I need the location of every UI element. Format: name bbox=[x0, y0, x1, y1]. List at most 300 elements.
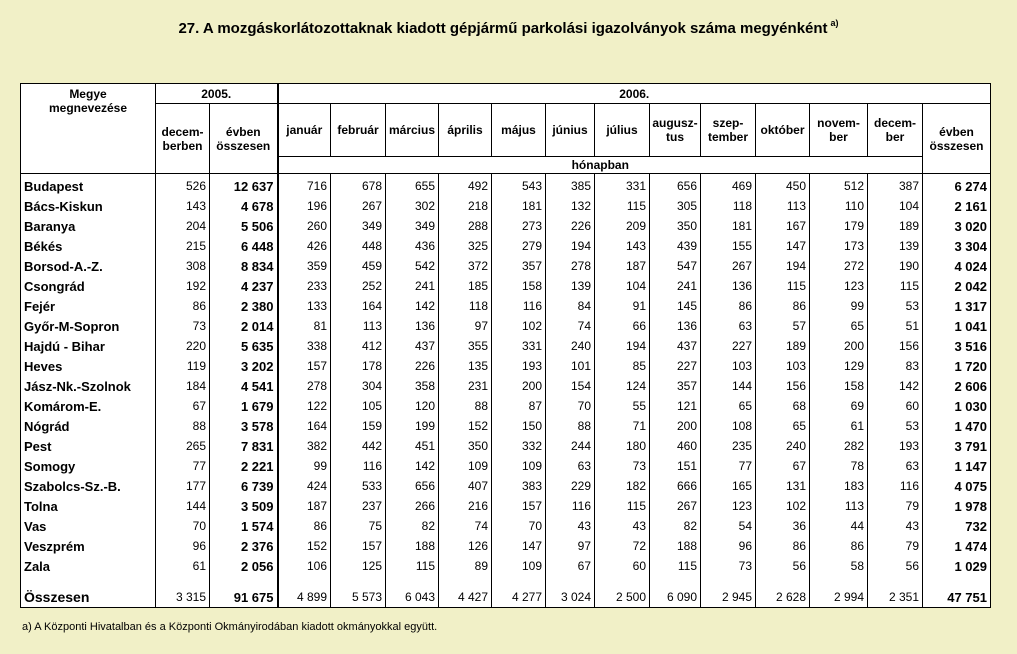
month-value: 96 bbox=[701, 536, 756, 556]
total-2005-value: 8 834 bbox=[210, 256, 278, 276]
month-value: 4 277 bbox=[492, 587, 546, 608]
month-value: 102 bbox=[756, 496, 810, 516]
month-value: 185 bbox=[439, 276, 492, 296]
month-value: 131 bbox=[756, 476, 810, 496]
table-row bbox=[21, 416, 991, 436]
month-value: 109 bbox=[439, 456, 492, 476]
month-value: 338 bbox=[278, 336, 331, 356]
dec-2005-value: 184 bbox=[156, 376, 210, 396]
county-name: Győr-M-Sopron bbox=[21, 316, 156, 336]
month-value: 305 bbox=[650, 196, 701, 216]
month-value: 678 bbox=[331, 174, 386, 197]
month-value: 135 bbox=[439, 356, 492, 376]
month-value: 43 bbox=[868, 516, 923, 536]
total-2006-value: 3 516 bbox=[923, 336, 991, 356]
county-name: Szabolcs-Sz.-B. bbox=[21, 476, 156, 496]
month-value: 65 bbox=[810, 316, 868, 336]
total-2006-value: 6 274 bbox=[923, 174, 991, 197]
month-value: 113 bbox=[331, 316, 386, 336]
county-name: Nógrád bbox=[21, 416, 156, 436]
spacer-cell bbox=[756, 576, 810, 587]
dec-2005-value: 143 bbox=[156, 196, 210, 216]
month-value: 132 bbox=[546, 196, 595, 216]
spacer-cell bbox=[923, 576, 991, 587]
month-value: 99 bbox=[278, 456, 331, 476]
month-value: 133 bbox=[278, 296, 331, 316]
dec-2005-value: 215 bbox=[156, 236, 210, 256]
dec-2005-value: 204 bbox=[156, 216, 210, 236]
table-row bbox=[21, 436, 991, 456]
month-value: 82 bbox=[650, 516, 701, 536]
month-value: 189 bbox=[868, 216, 923, 236]
total-2005-header-line1: évben bbox=[225, 124, 261, 139]
month-value: 655 bbox=[386, 174, 439, 197]
page-title bbox=[0, 18, 1017, 37]
month-value: 99 bbox=[810, 296, 868, 316]
month-value: 412 bbox=[331, 336, 386, 356]
month-value: 165 bbox=[701, 476, 756, 496]
county-header-line1: Megye bbox=[69, 87, 107, 101]
table-row bbox=[21, 536, 991, 556]
month-header-jul: július bbox=[595, 104, 650, 157]
month-value: 136 bbox=[386, 316, 439, 336]
table-row bbox=[21, 336, 991, 356]
dec-2005-value: 265 bbox=[156, 436, 210, 456]
table-row bbox=[21, 236, 991, 256]
month-value: 103 bbox=[701, 356, 756, 376]
total-2006-value: 1 720 bbox=[923, 356, 991, 376]
dec-2005-value: 70 bbox=[156, 516, 210, 536]
dec-2005-value: 73 bbox=[156, 316, 210, 336]
month-value: 142 bbox=[386, 296, 439, 316]
month-header-oct: október bbox=[756, 104, 810, 157]
month-value: 437 bbox=[386, 336, 439, 356]
month-value: 216 bbox=[439, 496, 492, 516]
month-value: 179 bbox=[810, 216, 868, 236]
table-row bbox=[21, 196, 991, 216]
month-value: 56 bbox=[868, 556, 923, 576]
month-value: 181 bbox=[492, 196, 546, 216]
month-value: 2 945 bbox=[701, 587, 756, 608]
month-value: 79 bbox=[868, 536, 923, 556]
month-value: 2 500 bbox=[595, 587, 650, 608]
month-value: 82 bbox=[386, 516, 439, 536]
county-name: Zala bbox=[21, 556, 156, 576]
total-2006-value: 2 161 bbox=[923, 196, 991, 216]
total-2005-value: 6 448 bbox=[210, 236, 278, 256]
month-value: 288 bbox=[439, 216, 492, 236]
total-2005-value: 4 541 bbox=[210, 376, 278, 396]
month-value: 159 bbox=[331, 416, 386, 436]
county-name: Budapest bbox=[21, 174, 156, 197]
month-value: 237 bbox=[331, 496, 386, 516]
month-value: 240 bbox=[756, 436, 810, 456]
dec-2005-value: 67 bbox=[156, 396, 210, 416]
dec-2005-value: 86 bbox=[156, 296, 210, 316]
monthly-header: hónapban bbox=[278, 157, 923, 174]
month-value: 115 bbox=[868, 276, 923, 296]
month-value: 200 bbox=[810, 336, 868, 356]
month-value: 51 bbox=[868, 316, 923, 336]
month-value: 273 bbox=[492, 216, 546, 236]
spacer-cell bbox=[331, 576, 386, 587]
total-2005-header-line2: összesen bbox=[216, 138, 271, 153]
month-value: 105 bbox=[331, 396, 386, 416]
dec-2005-value: 77 bbox=[156, 456, 210, 476]
month-value: 156 bbox=[868, 336, 923, 356]
month-value: 533 bbox=[331, 476, 386, 496]
month-value: 71 bbox=[595, 416, 650, 436]
month-value: 304 bbox=[331, 376, 386, 396]
month-value: 74 bbox=[439, 516, 492, 536]
month-value: 187 bbox=[278, 496, 331, 516]
month-header-sep: szep- tember bbox=[701, 104, 756, 157]
month-value: 115 bbox=[595, 496, 650, 516]
month-header-mar: március bbox=[386, 104, 439, 157]
month-value: 244 bbox=[546, 436, 595, 456]
month-value: 73 bbox=[701, 556, 756, 576]
month-value: 139 bbox=[868, 236, 923, 256]
spacer-cell bbox=[868, 576, 923, 587]
total-2006-value: 1 029 bbox=[923, 556, 991, 576]
table-row bbox=[21, 276, 991, 296]
month-value: 2 628 bbox=[756, 587, 810, 608]
month-value: 156 bbox=[756, 376, 810, 396]
month-value: 116 bbox=[492, 296, 546, 316]
month-value: 53 bbox=[868, 416, 923, 436]
month-value: 469 bbox=[701, 174, 756, 197]
month-value: 97 bbox=[546, 536, 595, 556]
month-value: 226 bbox=[386, 356, 439, 376]
total-2005-value: 2 014 bbox=[210, 316, 278, 336]
county-header-line2: megnevezése bbox=[48, 101, 128, 115]
total-2006-value: 47 751 bbox=[923, 587, 991, 608]
month-value: 450 bbox=[756, 174, 810, 197]
dec-2005-value: 177 bbox=[156, 476, 210, 496]
month-value: 407 bbox=[439, 476, 492, 496]
month-value: 226 bbox=[546, 216, 595, 236]
month-value: 2 351 bbox=[868, 587, 923, 608]
month-value: 118 bbox=[701, 196, 756, 216]
total-2006-value: 1 030 bbox=[923, 396, 991, 416]
county-name: Heves bbox=[21, 356, 156, 376]
month-value: 282 bbox=[810, 436, 868, 456]
total-2006-value: 732 bbox=[923, 516, 991, 536]
month-value: 70 bbox=[492, 516, 546, 536]
month-value: 152 bbox=[439, 416, 492, 436]
spacer-cell bbox=[546, 576, 595, 587]
table-row bbox=[21, 496, 991, 516]
month-value: 84 bbox=[546, 296, 595, 316]
month-value: 63 bbox=[868, 456, 923, 476]
month-value: 190 bbox=[868, 256, 923, 276]
month-value: 152 bbox=[278, 536, 331, 556]
month-value: 70 bbox=[546, 396, 595, 416]
total-row bbox=[21, 587, 991, 608]
month-value: 200 bbox=[650, 416, 701, 436]
month-value: 67 bbox=[546, 556, 595, 576]
month-header-aug: augusz- tus bbox=[650, 104, 701, 157]
month-value: 187 bbox=[595, 256, 650, 276]
total-2005-value: 5 635 bbox=[210, 336, 278, 356]
total-2006-value: 1 041 bbox=[923, 316, 991, 336]
table-row bbox=[21, 316, 991, 336]
month-value: 200 bbox=[492, 376, 546, 396]
county-name: Békés bbox=[21, 236, 156, 256]
total-2006-value: 4 075 bbox=[923, 476, 991, 496]
month-value: 181 bbox=[701, 216, 756, 236]
county-name: Veszprém bbox=[21, 536, 156, 556]
county-header bbox=[21, 84, 156, 174]
spacer-cell bbox=[439, 576, 492, 587]
spacer-cell bbox=[210, 576, 278, 587]
month-value: 278 bbox=[278, 376, 331, 396]
month-value: 144 bbox=[701, 376, 756, 396]
total-2006-value: 2 042 bbox=[923, 276, 991, 296]
month-value: 542 bbox=[386, 256, 439, 276]
month-value: 91 bbox=[595, 296, 650, 316]
month-value: 331 bbox=[492, 336, 546, 356]
month-value: 178 bbox=[331, 356, 386, 376]
total-2005-value: 3 578 bbox=[210, 416, 278, 436]
total-2005-value: 2 056 bbox=[210, 556, 278, 576]
month-value: 85 bbox=[595, 356, 650, 376]
month-value: 267 bbox=[331, 196, 386, 216]
month-value: 231 bbox=[439, 376, 492, 396]
total-2005-value: 3 202 bbox=[210, 356, 278, 376]
month-value: 56 bbox=[756, 556, 810, 576]
dec-2005-value: 144 bbox=[156, 496, 210, 516]
county-name: Baranya bbox=[21, 216, 156, 236]
month-value: 142 bbox=[868, 376, 923, 396]
total-2006-value: 1 474 bbox=[923, 536, 991, 556]
spacer-cell bbox=[156, 576, 210, 587]
county-name: Csongrád bbox=[21, 276, 156, 296]
month-value: 188 bbox=[386, 536, 439, 556]
month-value: 154 bbox=[546, 376, 595, 396]
table-row bbox=[21, 396, 991, 416]
total-2005-value: 2 376 bbox=[210, 536, 278, 556]
month-value: 332 bbox=[492, 436, 546, 456]
month-value: 716 bbox=[278, 174, 331, 197]
county-name: Összesen bbox=[21, 587, 156, 608]
spacer-cell bbox=[278, 576, 331, 587]
month-value: 4 899 bbox=[278, 587, 331, 608]
data-table bbox=[20, 83, 991, 608]
month-value: 116 bbox=[546, 496, 595, 516]
month-value: 272 bbox=[810, 256, 868, 276]
spacer-cell bbox=[21, 576, 156, 587]
month-header-dec: decem- ber bbox=[868, 104, 923, 157]
total-2005-value: 4 237 bbox=[210, 276, 278, 296]
month-value: 121 bbox=[650, 396, 701, 416]
total-2005-value: 2 221 bbox=[210, 456, 278, 476]
month-value: 229 bbox=[546, 476, 595, 496]
month-value: 142 bbox=[386, 456, 439, 476]
table-body bbox=[21, 174, 991, 608]
month-value: 355 bbox=[439, 336, 492, 356]
month-value: 125 bbox=[331, 556, 386, 576]
month-value: 459 bbox=[331, 256, 386, 276]
month-value: 241 bbox=[650, 276, 701, 296]
county-name: Tolna bbox=[21, 496, 156, 516]
month-value: 451 bbox=[386, 436, 439, 456]
county-name: Jász-Nk.-Szolnok bbox=[21, 376, 156, 396]
month-value: 103 bbox=[756, 356, 810, 376]
spacer-row bbox=[21, 576, 991, 587]
month-value: 77 bbox=[701, 456, 756, 476]
month-value: 87 bbox=[492, 396, 546, 416]
month-value: 118 bbox=[439, 296, 492, 316]
dec-2005-value: 3 315 bbox=[156, 587, 210, 608]
month-value: 382 bbox=[278, 436, 331, 456]
month-value: 656 bbox=[386, 476, 439, 496]
month-value: 151 bbox=[650, 456, 701, 476]
month-value: 63 bbox=[701, 316, 756, 336]
county-name: Komárom-E. bbox=[21, 396, 156, 416]
month-value: 65 bbox=[756, 416, 810, 436]
table-header bbox=[21, 84, 991, 174]
month-value: 437 bbox=[650, 336, 701, 356]
month-value: 109 bbox=[492, 456, 546, 476]
month-value: 122 bbox=[278, 396, 331, 416]
title-text: 27. A mozgáskorlátozottaknak kiadott gépjármű parkolási igazolványok száma megyénként bbox=[178, 20, 828, 37]
month-value: 164 bbox=[331, 296, 386, 316]
month-value: 350 bbox=[650, 216, 701, 236]
month-value: 182 bbox=[595, 476, 650, 496]
month-value: 193 bbox=[868, 436, 923, 456]
month-value: 115 bbox=[756, 276, 810, 296]
month-value: 218 bbox=[439, 196, 492, 216]
total-2006-value: 3 791 bbox=[923, 436, 991, 456]
month-value: 75 bbox=[331, 516, 386, 536]
month-value: 385 bbox=[546, 174, 595, 197]
month-value: 278 bbox=[546, 256, 595, 276]
dec-2005-header-line2: berben bbox=[162, 138, 203, 153]
month-value: 3 024 bbox=[546, 587, 595, 608]
total-2005-value: 5 506 bbox=[210, 216, 278, 236]
month-header-jun: június bbox=[546, 104, 595, 157]
month-value: 194 bbox=[595, 336, 650, 356]
total-2006-value: 2 606 bbox=[923, 376, 991, 396]
month-value: 57 bbox=[756, 316, 810, 336]
month-value: 372 bbox=[439, 256, 492, 276]
month-value: 157 bbox=[331, 536, 386, 556]
total-2005-header bbox=[210, 104, 278, 174]
month-value: 67 bbox=[756, 456, 810, 476]
month-value: 359 bbox=[278, 256, 331, 276]
dec-2005-value: 526 bbox=[156, 174, 210, 197]
month-value: 101 bbox=[546, 356, 595, 376]
month-value: 83 bbox=[868, 356, 923, 376]
table-row bbox=[21, 296, 991, 316]
spacer-cell bbox=[701, 576, 756, 587]
county-name: Somogy bbox=[21, 456, 156, 476]
month-value: 109 bbox=[492, 556, 546, 576]
month-value: 302 bbox=[386, 196, 439, 216]
month-value: 68 bbox=[756, 396, 810, 416]
month-value: 2 994 bbox=[810, 587, 868, 608]
month-value: 115 bbox=[595, 196, 650, 216]
month-value: 543 bbox=[492, 174, 546, 197]
month-value: 113 bbox=[810, 496, 868, 516]
month-value: 126 bbox=[439, 536, 492, 556]
table-row bbox=[21, 376, 991, 396]
month-value: 656 bbox=[650, 174, 701, 197]
month-value: 227 bbox=[650, 356, 701, 376]
month-header-apr: április bbox=[439, 104, 492, 157]
dec-2005-value: 88 bbox=[156, 416, 210, 436]
month-value: 58 bbox=[810, 556, 868, 576]
month-value: 183 bbox=[810, 476, 868, 496]
month-value: 426 bbox=[278, 236, 331, 256]
total-2005-value: 3 509 bbox=[210, 496, 278, 516]
table-row bbox=[21, 516, 991, 536]
total-2006-value: 1 978 bbox=[923, 496, 991, 516]
month-value: 123 bbox=[810, 276, 868, 296]
total-2006-value: 1 470 bbox=[923, 416, 991, 436]
month-value: 69 bbox=[810, 396, 868, 416]
month-value: 267 bbox=[650, 496, 701, 516]
total-2005-value: 12 637 bbox=[210, 174, 278, 197]
county-name: Hajdú - Bihar bbox=[21, 336, 156, 356]
month-value: 120 bbox=[386, 396, 439, 416]
month-value: 79 bbox=[868, 496, 923, 516]
month-value: 113 bbox=[756, 196, 810, 216]
month-value: 136 bbox=[650, 316, 701, 336]
dec-2005-value: 119 bbox=[156, 356, 210, 376]
spacer-cell bbox=[595, 576, 650, 587]
dec-2005-header bbox=[156, 104, 210, 174]
month-value: 72 bbox=[595, 536, 650, 556]
table-row bbox=[21, 556, 991, 576]
dec-2005-value: 192 bbox=[156, 276, 210, 296]
month-value: 36 bbox=[756, 516, 810, 536]
total-2006-value: 1 317 bbox=[923, 296, 991, 316]
total-2006-header bbox=[923, 104, 991, 174]
month-value: 110 bbox=[810, 196, 868, 216]
month-value: 145 bbox=[650, 296, 701, 316]
month-value: 279 bbox=[492, 236, 546, 256]
month-value: 116 bbox=[331, 456, 386, 476]
month-value: 139 bbox=[546, 276, 595, 296]
month-value: 86 bbox=[810, 536, 868, 556]
month-value: 55 bbox=[595, 396, 650, 416]
footnote: a) A Központi Hivatalban és a Központi Okmányirodában kiadott okmányokkal együtt. bbox=[22, 621, 438, 633]
dec-2005-header-line1: decem- bbox=[161, 124, 204, 139]
month-value: 349 bbox=[386, 216, 439, 236]
month-value: 66 bbox=[595, 316, 650, 336]
month-value: 60 bbox=[868, 396, 923, 416]
month-value: 350 bbox=[439, 436, 492, 456]
month-value: 44 bbox=[810, 516, 868, 536]
month-value: 439 bbox=[650, 236, 701, 256]
total-2006-value: 4 024 bbox=[923, 256, 991, 276]
spacer-cell bbox=[492, 576, 546, 587]
month-value: 252 bbox=[331, 276, 386, 296]
month-value: 102 bbox=[492, 316, 546, 336]
month-value: 86 bbox=[278, 516, 331, 536]
month-value: 89 bbox=[439, 556, 492, 576]
month-value: 86 bbox=[756, 536, 810, 556]
month-value: 188 bbox=[650, 536, 701, 556]
month-value: 357 bbox=[492, 256, 546, 276]
month-value: 209 bbox=[595, 216, 650, 236]
month-value: 260 bbox=[278, 216, 331, 236]
table-row bbox=[21, 356, 991, 376]
total-2005-value: 6 739 bbox=[210, 476, 278, 496]
month-value: 547 bbox=[650, 256, 701, 276]
